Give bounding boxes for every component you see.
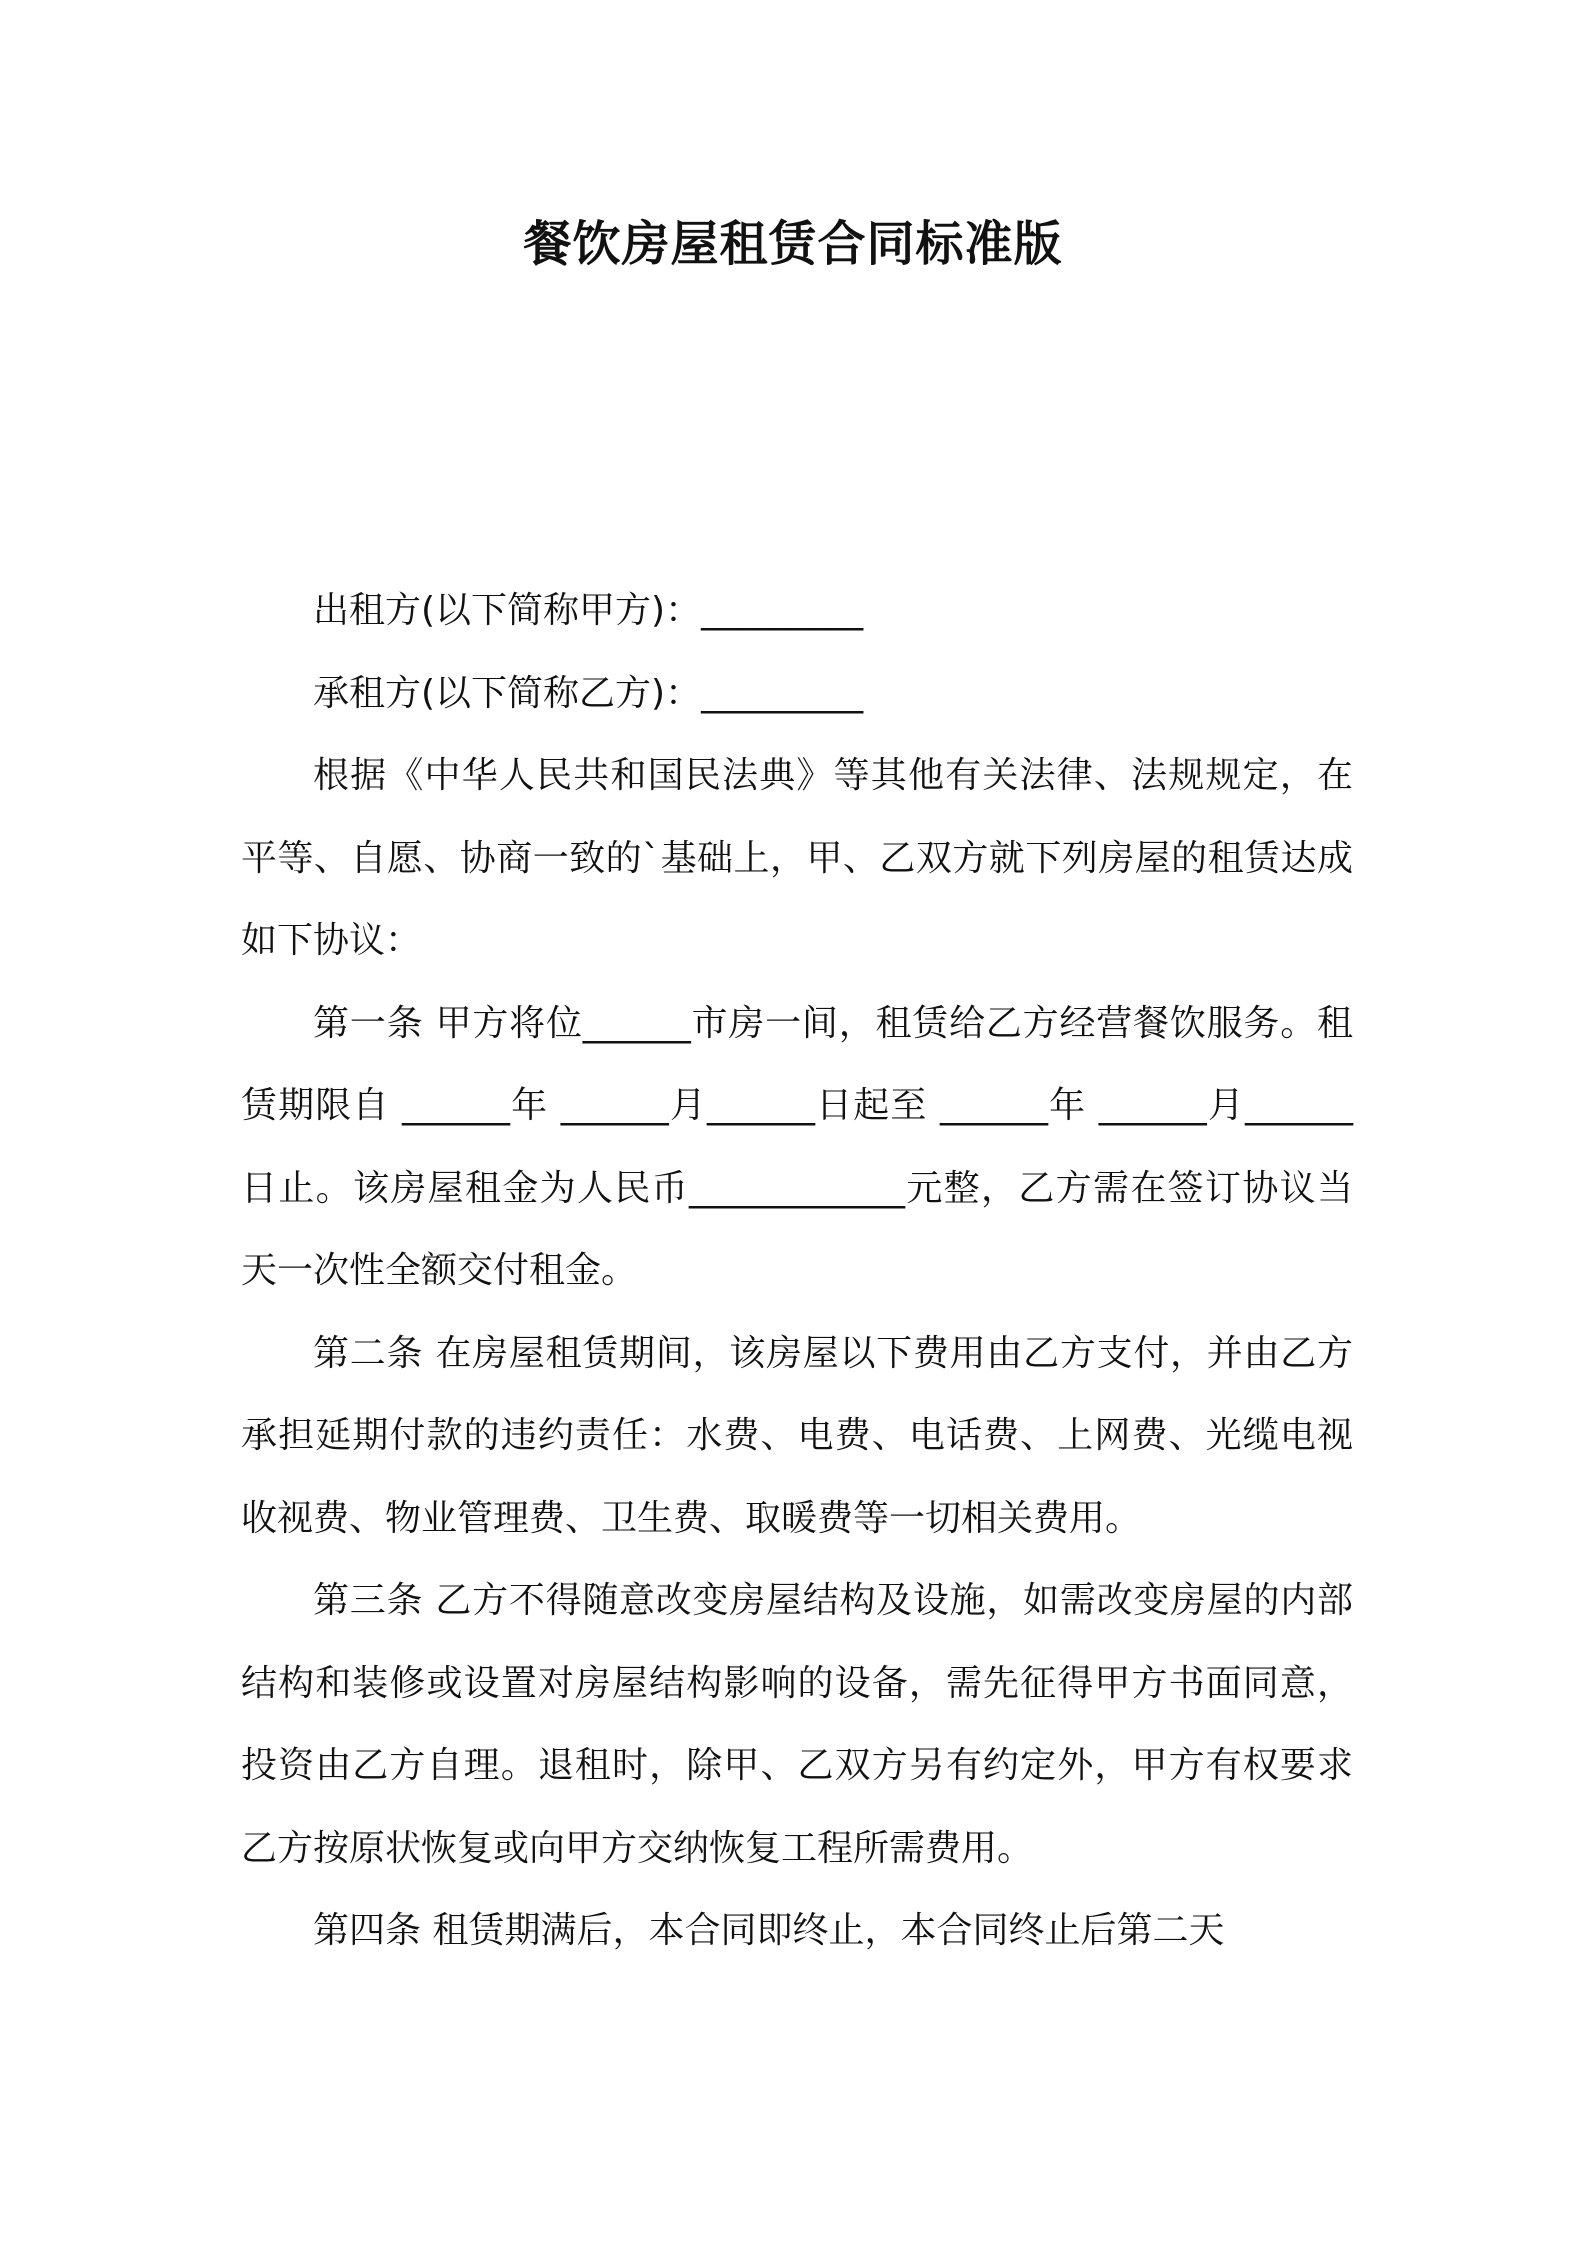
document-title: 餐饮房屋租赁合同标准版 bbox=[523, 216, 1063, 272]
article-1-paragraph: 第一条 甲方将位______市房一间，租赁给乙方经营餐饮服务。租赁期限自 ______年 ______月______日起至 ______年 ______月______日止。该房屋租金为人民币____________元整，乙方需在签订协议当天一次性全额交付租金。 bbox=[241, 1002, 1353, 1291]
article-3-paragraph: 第三条 乙方不得随意改变房屋结构及设施，如需改变房屋的内部结构和装修或设置对房屋结构影响的设备，需先征得甲方书面同意，投资由乙方自理。退租时，除甲、乙双方另有约定外，甲方有权要求乙方按原状恢复或向甲方交纳恢复工程所需费用。 bbox=[241, 1580, 1353, 1869]
article-4-paragraph: 第四条 租赁期满后，本合同即终止，本合同终止后第二天 bbox=[313, 1910, 1225, 1951]
preamble-paragraph: 根据《中华人民共和国民法典》等其他有关法律、法规规定，在平等、自愿、协商一致的`基础上，甲、乙双方就下列房屋的租赁达成如下协议： bbox=[241, 755, 1353, 961]
lessor-line: 出租方(以下简称甲方)：_________ bbox=[313, 590, 864, 631]
article-2-paragraph: 第二条 在房屋租赁期间，该房屋以下费用由乙方支付，并由乙方承担延期付款的违约责任：水费、电费、电话费、上网费、光缆电视收视费、物业管理费、卫生费、取暖费等一切相关费用。 bbox=[241, 1332, 1353, 1539]
contract-body bbox=[241, 570, 1353, 1973]
lessee-line: 承租方(以下简称乙方)：_________ bbox=[313, 672, 864, 714]
